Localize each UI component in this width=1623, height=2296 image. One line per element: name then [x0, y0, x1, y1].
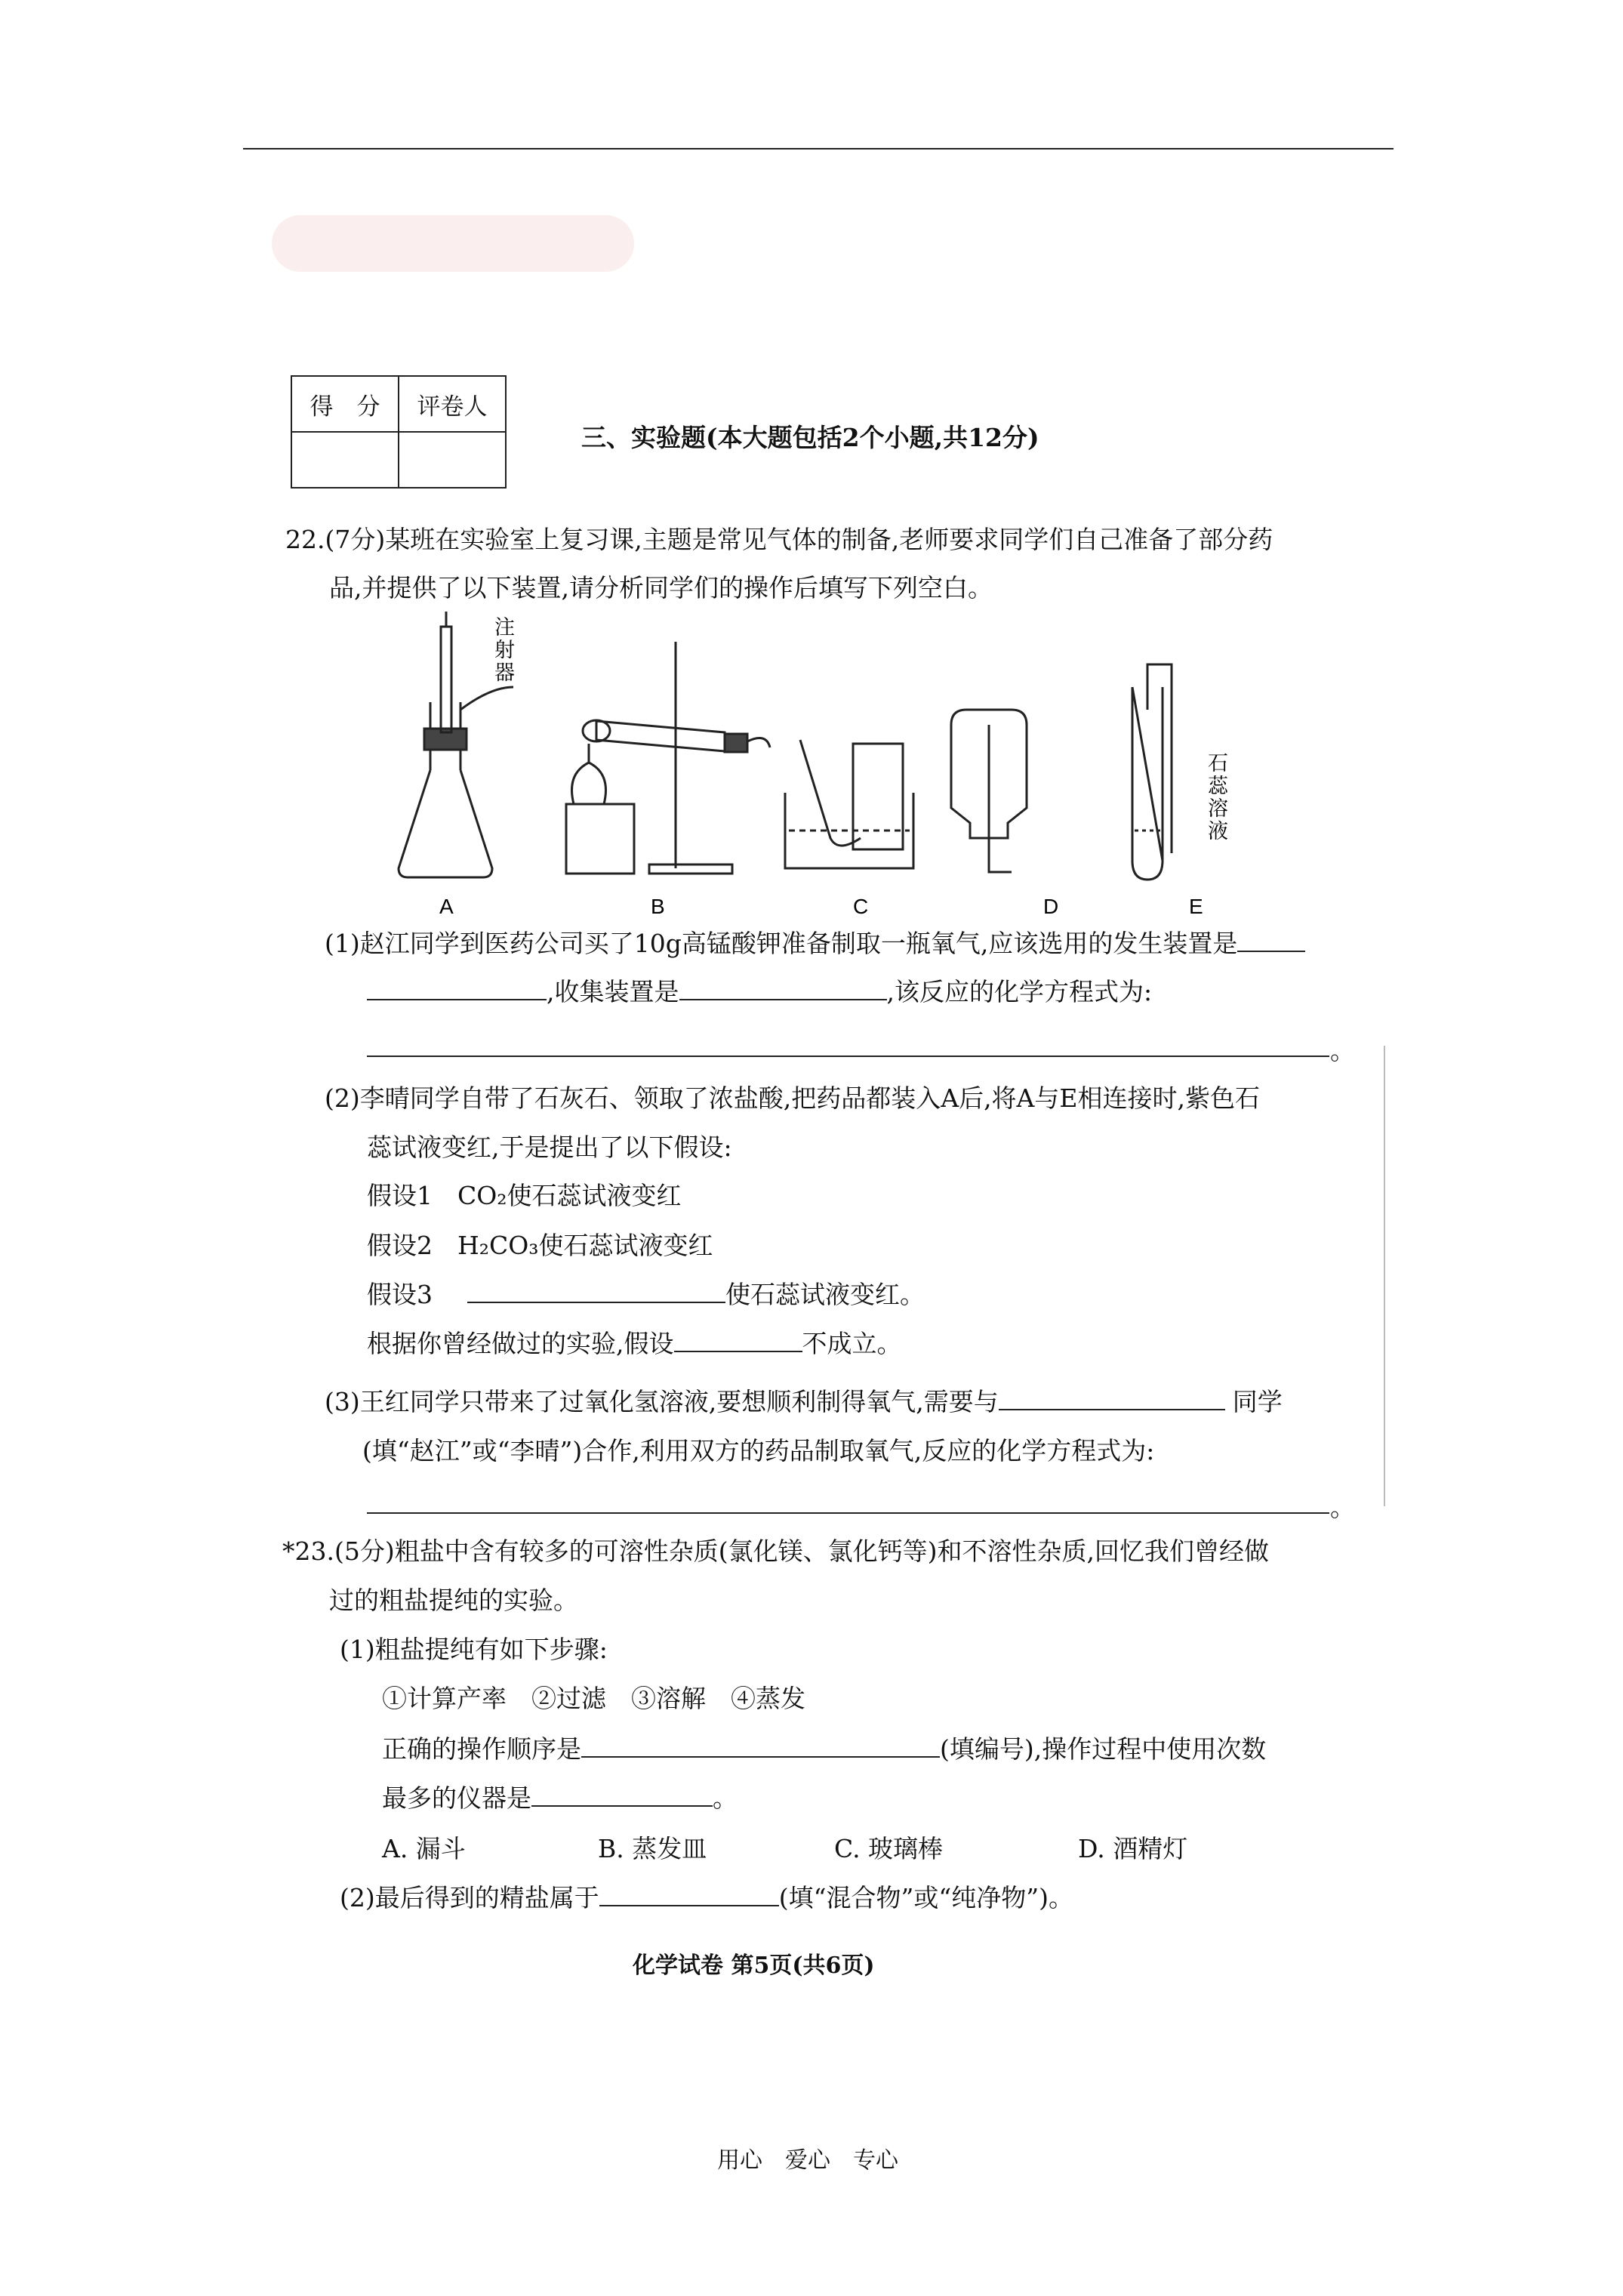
apparatus-d-bottle [951, 710, 1027, 872]
q22-line2: 品,并提供了以下装置,请分析同学们的操作后填写下列空白。 [329, 573, 993, 603]
label-b: B [651, 895, 665, 918]
score-table [291, 375, 507, 488]
blank-order[interactable] [581, 1734, 940, 1758]
period-2: 。 [1330, 1493, 1355, 1522]
blank-instrument[interactable] [531, 1783, 713, 1807]
label-d: D [1043, 895, 1059, 918]
option-d: D. 酒精灯 [1078, 1834, 1188, 1863]
syringe-label-2: 射 [494, 639, 515, 662]
page-footer: 化学试卷 第5页(共6页) [633, 1952, 875, 1979]
hypothesis-1: 假设1 CO₂使石蕊试液变红 [367, 1181, 682, 1210]
blank-generator-cont[interactable] [367, 976, 547, 1000]
blank-hypothesis-3[interactable] [467, 1279, 725, 1303]
q22-line1: 22.(7分)某班在实验室上复习课,主题是常见气体的制备,老师要求同学们自己准备了部分药 [285, 525, 1273, 554]
section-title: 三、实验题(本大题包括2个小题,共12分) [581, 423, 1039, 452]
litmus-label-1: 石 [1208, 752, 1228, 775]
q23-steps: ①计算产率 ②过滤 ③溶解 ④蒸发 [382, 1684, 805, 1713]
hypothesis-3-text: 使石蕊试液变红。 [725, 1280, 925, 1309]
blank-equation-2[interactable] [367, 1512, 1329, 1514]
blank-collector[interactable] [679, 976, 887, 1000]
faded-stamp [272, 215, 634, 272]
score-cell[interactable] [291, 432, 399, 488]
apparatus-figure [377, 612, 1283, 929]
q22-p3-text: (3)王红同学只带来了过氧化氢溶液,要想顺利制得氧气,需要与 [325, 1387, 999, 1416]
q23-line1: *23.(5分)粗盐中含有较多的可溶性杂质(氯化镁、氯化钙等)和不溶性杂质,回忆我们曾经做 [282, 1536, 1269, 1566]
q23-most-text: 最多的仪器是 [382, 1783, 531, 1813]
grader-cell[interactable] [399, 432, 506, 488]
q22-p3-line1 [325, 1385, 1283, 1419]
q23-order-text-end: (填编号),操作过程中使用次数 [940, 1734, 1267, 1764]
grader-header: 评卷人 [399, 376, 506, 432]
litmus-label-2: 蕊 [1208, 775, 1228, 798]
q23-most-end: 。 [713, 1783, 738, 1813]
period-1: 。 [1330, 1036, 1355, 1065]
apparatus-b-heating [566, 642, 770, 874]
q22-p1-text: (1)赵江同学到医药公司买了10g高锰酸钾准备制取一瓶氧气,应该选用的发生装置是 [325, 929, 1238, 958]
litmus-label-3: 溶 [1208, 797, 1228, 821]
hypothesis-2: 假设2 H₂CO₃使石蕊试液变红 [367, 1231, 713, 1260]
hypothesis-3 [367, 1278, 925, 1311]
blank-equation-1[interactable] [367, 1056, 1329, 1057]
q23-order-line [382, 1733, 1266, 1766]
blank-partner[interactable] [999, 1386, 1225, 1410]
syringe-label-3: 器 [494, 661, 515, 685]
q22-p1-line2 [367, 975, 1152, 1009]
apparatus-e-test-tube [1132, 664, 1172, 880]
apparatus-c-trough [785, 740, 913, 868]
judge-line [367, 1327, 902, 1361]
q23-most-line [382, 1782, 738, 1815]
hypothesis-3-label: 假设3 [367, 1280, 433, 1309]
q23-p2-text-end: (填“混合物”或“纯净物”)。 [778, 1883, 1073, 1912]
syringe-label-1: 注 [494, 616, 515, 639]
q22-p2-line2: 蕊试液变红,于是提出了以下假设: [367, 1133, 732, 1162]
option-b: B. 蒸发皿 [598, 1834, 707, 1863]
judge-text: 根据你曾经做过的实验,假设 [367, 1329, 674, 1358]
label-e: E [1189, 895, 1203, 918]
q23-line2: 过的粗盐提纯的实验。 [329, 1586, 578, 1615]
q22-p1-collect-text: ,收集装置是 [547, 977, 679, 1006]
label-c: C [853, 895, 869, 918]
judge-text-end: 不成立。 [802, 1329, 902, 1358]
litmus-label-4: 液 [1208, 820, 1228, 843]
q22-p2-line1: (2)李晴同学自带了石灰石、领取了浓盐酸,把药品都装入A后,将A与E相连接时,紫色石 [325, 1083, 1260, 1113]
blank-salt-type[interactable] [599, 1882, 779, 1906]
q23-p2-line [340, 1881, 1073, 1915]
q23-p1: (1)粗盐提纯有如下步骤: [340, 1635, 608, 1664]
q23-order-text: 正确的操作顺序是 [382, 1734, 581, 1764]
score-header: 得 分 [291, 376, 399, 432]
header-rule [243, 148, 1394, 149]
label-a: A [439, 895, 454, 918]
bottom-motto: 用心 爱心 专心 [717, 2147, 898, 2174]
option-a: A. 漏斗 [382, 1834, 466, 1863]
q22-p3-line2: (填“赵江”或“李晴”)合作,利用双方的药品制取氧气,反应的化学方程式为: [362, 1436, 1155, 1465]
blank-generator[interactable] [1237, 928, 1305, 952]
q23-p2-text: (2)最后得到的精盐属于 [340, 1883, 599, 1912]
option-c: C. 玻璃棒 [834, 1834, 944, 1863]
scan-mark [1384, 1046, 1385, 1506]
q22-p3-text-end: 同学 [1232, 1387, 1283, 1416]
q22-p1-equation-text: ,该反应的化学方程式为: [886, 977, 1153, 1006]
q22-p1-line1 [325, 927, 1305, 960]
blank-judge[interactable] [674, 1328, 802, 1352]
